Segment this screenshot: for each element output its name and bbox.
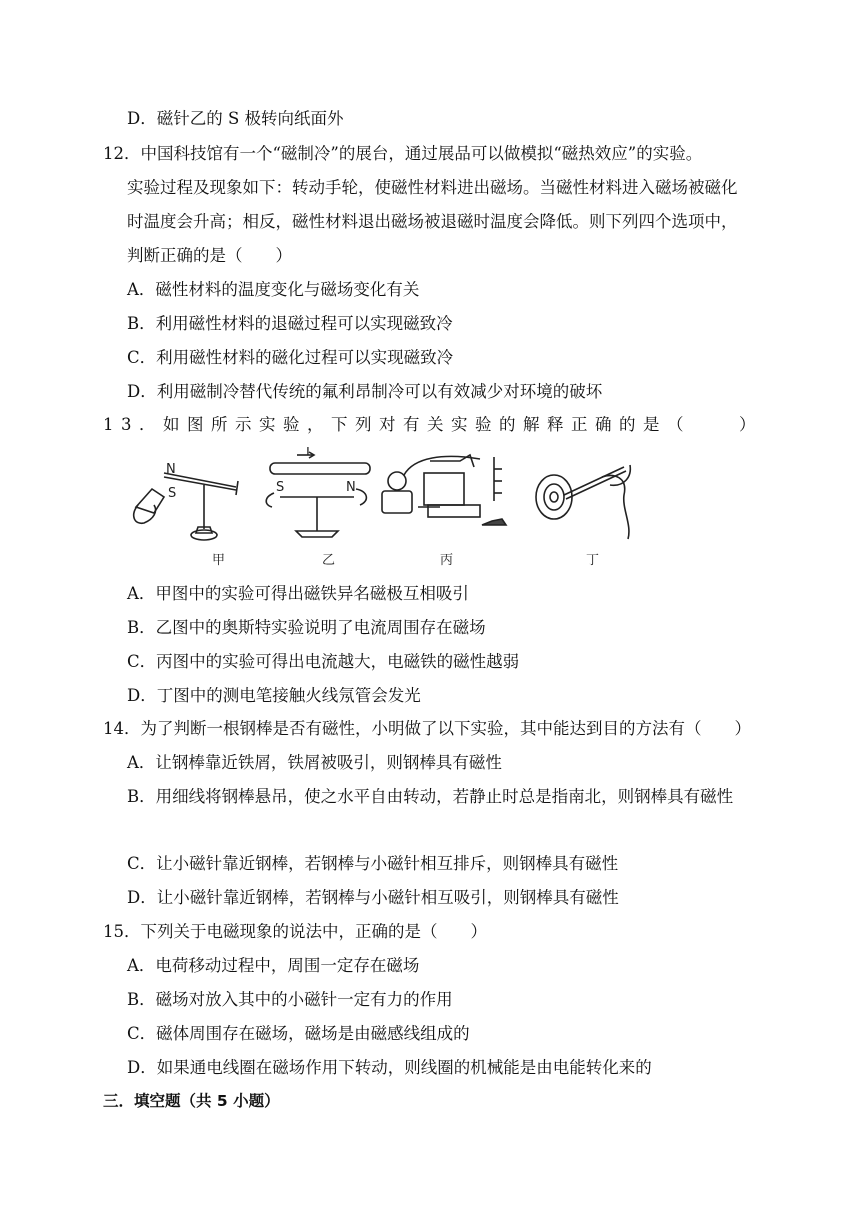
q15-option-c: C．磁体周围存在磁场，磁场是由磁感线组成的	[127, 1024, 470, 1043]
caption-yi: 乙	[322, 553, 336, 568]
q14-option-a: A．让钢棒靠近铁屑，铁屑被吸引，则钢棒具有磁性	[127, 753, 502, 772]
yi-n-label: N	[346, 480, 356, 495]
caption-ding: 丁	[586, 553, 600, 568]
q14-option-c: C．让小磁针靠近钢棒，若钢棒与小磁针相互排斥，则钢棒具有磁性	[127, 854, 619, 873]
q12-option-b: B．利用磁性材料的退磁过程可以实现磁致冷	[127, 314, 453, 333]
q13-stem: 13．如图所示实验，下列对有关实验的解释正确的是（ ）	[103, 415, 763, 434]
q13-option-d: D．丁图中的测电笔接触火线氖管会发光	[127, 686, 421, 705]
q12-stem-line-1: 12．中国科技馆有一个“磁制冷”的展台，通过展品可以做模拟“磁热效应”的实验。	[103, 144, 703, 163]
figure-bing	[382, 455, 506, 525]
figure-ding	[536, 465, 630, 539]
caption-jia: 甲	[212, 553, 226, 568]
q15-option-b: B．磁场对放入其中的小磁针一定有力的作用	[127, 990, 453, 1009]
q12-stem-line-4: 判断正确的是（ ）	[127, 246, 292, 265]
q12-stem-line-2: 实验过程及现象如下：转动手轮，使磁性材料进出磁场。当磁性材料进入磁场被磁化	[127, 178, 738, 197]
q13-option-b: B．乙图中的奥斯特实验说明了电流周围存在磁场	[127, 618, 486, 637]
q14-option-b: B．用细线将钢棒悬吊，使之水平自由转动，若静止时总是指南北，则钢棒具有磁性	[127, 787, 734, 806]
q14-option-d: D．让小磁针靠近钢棒，若钢棒与小磁针相互吸引，则钢棒具有磁性	[127, 888, 619, 907]
q15-stem: 15．下列关于电磁现象的说法中，正确的是（ ）	[103, 922, 487, 941]
q13-figures-svg	[124, 447, 640, 571]
q13-option-a: A．甲图中的实验可得出磁铁异名磁极互相吸引	[127, 584, 469, 603]
yi-current-label: I	[306, 447, 310, 459]
section-3-heading: 三．填空题（共 5 小题）	[103, 1092, 280, 1110]
q12-stem-line-3: 时温度会升高；相反，磁性材料退出磁场被退磁时温度会降低。则下列四个选项中，	[127, 212, 738, 231]
q13-option-c: C．丙图中的实验可得出电流越大，电磁铁的磁性越弱	[127, 652, 520, 671]
q15-option-d: D．如果通电线圈在磁场作用下转动，则线圈的机械能是由电能转化来的	[127, 1058, 652, 1077]
q12-option-d: D．利用磁制冷替代传统的氟利昂制冷可以有效减少对环境的破坏	[127, 382, 603, 401]
figure-jia	[134, 462, 238, 540]
jia-n-label: N	[166, 462, 176, 477]
q15-option-a: A．电荷移动过程中，周围一定存在磁场	[127, 956, 420, 975]
q14-stem: 14．为了判断一根钢棒是否有磁性，小明做了以下实验，其中能达到目的方法有（ ）	[103, 719, 751, 738]
q12-option-a: A．磁性材料的温度变化与磁场变化有关	[127, 280, 420, 299]
q11-option-d: D．磁针乙的 S 极转向纸面外	[127, 109, 344, 128]
yi-s-label: S	[276, 480, 285, 495]
figure-yi	[266, 447, 370, 537]
caption-bing: 丙	[440, 553, 454, 568]
q13-figure-strip	[124, 447, 640, 571]
jia-s-label: S	[168, 486, 177, 501]
q12-option-c: C．利用磁性材料的磁化过程可以实现磁致冷	[127, 348, 454, 367]
